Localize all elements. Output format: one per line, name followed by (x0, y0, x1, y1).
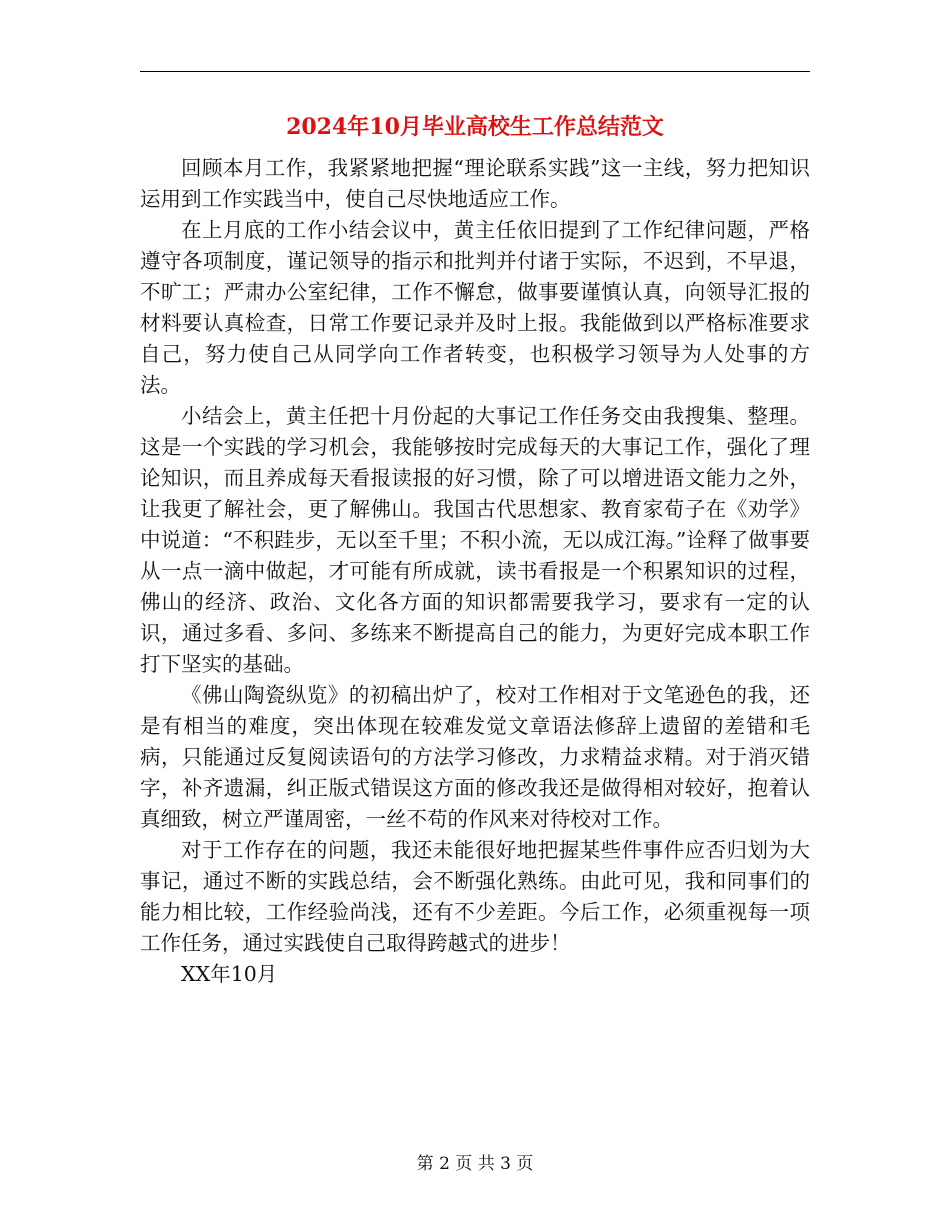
header-rule (140, 71, 810, 72)
paragraph-1: 回顾本月工作，我紧紧地把握“理论联系实践”这一主线，努力把知识运用到工作实践当中，使自己尽快地适应工作。 (140, 156, 810, 211)
paragraph-4: 《佛山陶瓷纵览》的初稿出炉了，校对工作相对于文笔逊色的我，还是有相当的难度，突出体现在较难发觉文章语法修辞上遗留的差错和毛病，只能通过反复阅读语句的方法学习修改，力求精益求精。对于消灭错字，补齐遗漏，纠正版式错误这方面的修改我还是做得相对较好，抱着认真细致，树立严谨周密，一丝不苟的作风来对待校对工作。 (140, 683, 810, 831)
document-body (140, 153, 810, 990)
document-title: 2024年10月毕业高校生工作总结范文 (286, 114, 664, 140)
page-footer: 第 2 页 共 3 页 (416, 1154, 534, 1174)
paragraph-2: 在上月底的工作小结会议中，黄主任依旧提到了工作纪律问题，严格遵守各项制度，谨记领导的指示和批判并付诸于实际，不迟到，不早退，不旷工；严肃办公室纪律，工作不懈怠，做事要谨慎认真，向领导汇报的材料要认真检查，日常工作要记录并及时上报。我能做到以严格标准要求自己，努力使自己从同学向工作者转变，也积极学习领导为人处事的方法。 (140, 218, 810, 397)
paragraph-5: 对于工作存在的问题，我还未能很好地把握某些件事件应否归划为大事记，通过不断的实践总结，会不断强化熟练。由此可见，我和同事们的能力相比较，工作经验尚浅，还有不少差距。今后工作，必须重视每一项工作任务，通过实践使自己取得跨越式的进步！ (140, 838, 810, 955)
date-line: XX年10月 (181, 962, 278, 986)
paragraph-3: 小结会上，黄主任把十月份起的大事记工作任务交由我搜集、整理。这是一个实践的学习机会，我能够按时完成每天的大事记工作，强化了理论知识，而且养成每天看报读报的好习惯，除了可以增进语文能力之外，让我更了解社会，更了解佛山。我国古代思想家、教育家荀子在《劝学》中说道：“不积跬步，无以至千里；不积小流，无以成江海。”诠释了做事要从一点一滴中做起，才可能有所成就，读书看报是一个积累知识的过程，佛山的经济、政治、文化各方面的知识都需要我学习，要求有一定的认识，通过多看、多问、多练来不断提高自己的能力，为更好完成本职工作打下坚实的基础。 (140, 404, 810, 676)
